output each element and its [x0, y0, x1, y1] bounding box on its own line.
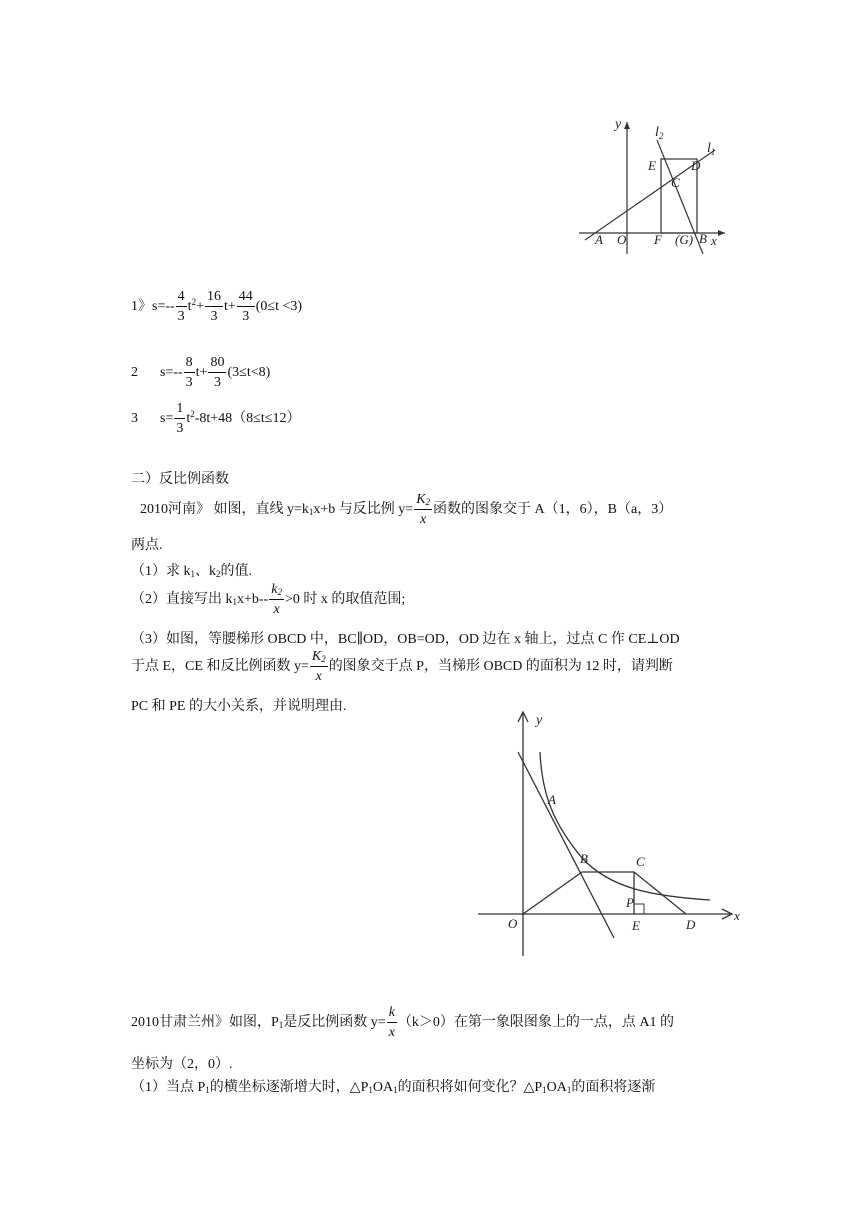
answer-line-2 — [131, 356, 270, 390]
fig2-label-E: E — [632, 918, 640, 933]
problem-1-sub-1: 1 — [308, 507, 314, 518]
p2q1-sub-5: 1 — [566, 1085, 572, 1095]
problem-1-line-1 — [140, 493, 672, 527]
problem-1-text-b: x+b 与反比例 y= — [313, 502, 414, 518]
problem-2-sub-1: 1 — [278, 1020, 284, 1031]
p2q1-text-b: 的横坐标逐渐增大时，△P — [209, 1080, 369, 1095]
question-1-text-c: 的值. — [220, 564, 252, 579]
problem-1-text-c: 函数的图象交于 A（1，6），B（a，3） — [433, 502, 673, 518]
answer-3-square: 2 — [190, 409, 195, 420]
problem-2-text-a: 2010甘肃兰州》如图，P — [131, 1015, 279, 1031]
fig2-label-P: P — [626, 895, 634, 910]
fig2-label-C: C — [636, 854, 645, 869]
p2q1-text-c: OA — [372, 1080, 394, 1095]
problem-2-line-1 — [131, 1006, 674, 1040]
p2q1-sub-4: 1 — [542, 1085, 547, 1095]
answer-2-range: (3≤t<8) — [227, 365, 271, 381]
question-1-text-b: 、k — [195, 564, 216, 579]
problem-2-line-2: 坐标为（2，0）. — [131, 1057, 233, 1072]
answer-3-label: 3 — [131, 411, 138, 427]
fig1-label-G: (G) — [675, 232, 694, 247]
problem-1-line-2: 两点. — [131, 538, 163, 553]
answer-1-frac-2: $\frac{16}{3}$ — [206, 289, 221, 324]
fig1-label-O: O — [617, 232, 627, 247]
fig2-label-x: x — [734, 908, 740, 923]
problem-2-text-b: 是反比例函数 y= — [283, 1015, 386, 1031]
answer-2-s: s=-- — [160, 365, 183, 381]
section-heading: 二）反比例函数 — [131, 472, 229, 487]
fig1-label-B: B — [699, 231, 707, 246]
fig1-label-E: E — [648, 158, 656, 173]
question-2-sub-1: 1 — [232, 597, 237, 608]
answer-1-label: 1》s=-- — [131, 299, 175, 315]
problem-2-question-1 — [131, 1076, 655, 1096]
fig1-label-x: x — [711, 233, 717, 248]
fig1-label-A: A — [595, 232, 603, 247]
answer-line-1 — [131, 290, 302, 324]
fig2-label-A: A — [548, 792, 556, 807]
question-2-text-c: >0 时 x 的取值范围; — [284, 592, 406, 608]
question-2 — [131, 583, 405, 617]
answer-3-t: t — [186, 411, 191, 427]
question-3-frac: $\frac{K_2}{x}$ — [311, 649, 326, 684]
fig1-label-l1: $l_1$ — [707, 141, 716, 157]
answer-1-range: (0≤t <3) — [255, 299, 303, 315]
question-3-line-2 — [131, 650, 673, 684]
question-3-text-a: 于点 E，CE 和反比例函数 y= — [131, 659, 309, 675]
p2q1-text-f: 的面积将逐渐 — [571, 1080, 656, 1095]
question-1-text-a: （1）求 k — [131, 564, 191, 579]
answer-2-label: 2 — [131, 365, 138, 381]
answer-2-frac-2: $\frac{80}{3}$ — [210, 355, 225, 390]
figure-trapezoid-hyperbola — [470, 706, 750, 961]
fig1-label-l2: $l_2$ — [655, 125, 664, 141]
answer-1-plus: + — [196, 299, 204, 315]
answer-1-square: 2 — [191, 297, 197, 308]
question-3-line-3: PC 和 PE 的大小关系，并说明理由. — [131, 699, 347, 714]
fig2-label-D: D — [686, 917, 696, 932]
question-1-sub-1: 1 — [190, 569, 195, 579]
fig1-label-C: C — [671, 175, 680, 190]
p2q1-text-a: （1）当点 P — [131, 1080, 206, 1095]
fig1-label-y: y — [615, 117, 622, 132]
answer-1-t-plus: t+ — [223, 299, 236, 315]
figure-lines-rectangle — [575, 112, 735, 257]
question-3-text-b: 的图象交于点 P，当梯形 OBCD 的面积为 12 时，请判断 — [328, 659, 673, 675]
fig1-label-F: F — [654, 232, 662, 247]
fig1-label-D: D — [691, 158, 701, 173]
answer-2-t-plus: t+ — [195, 365, 208, 381]
answer-1-t: t — [187, 299, 192, 315]
answer-line-3 — [131, 402, 300, 436]
p2q1-sub-1: 1 — [205, 1085, 210, 1095]
problem-2-text-c: （k＞0）在第一象限图象上的一点，点 A1 的 — [397, 1015, 675, 1031]
answer-3-rest: -8t+48（8≤t≤12） — [194, 411, 301, 427]
question-3-line-1: （3）如图，等腰梯形 OBCD 中，BC∥OD，OB=OD，OD 边在 x 轴上，过点 C 作 CE⊥OD — [131, 632, 680, 647]
question-2-text-a: （2）直接写出 k — [131, 592, 233, 608]
question-2-text-b: x+b-- — [237, 592, 269, 608]
fig2-label-y: y — [536, 713, 543, 728]
fig2-label-B: B — [580, 851, 588, 866]
question-1 — [131, 560, 252, 580]
p2q1-sub-3: 1 — [393, 1085, 398, 1095]
question-1-sub-2: 2 — [216, 569, 221, 579]
problem-1-frac: $\frac{K_2}{x}$ — [416, 492, 431, 527]
answer-1-frac-3: $\frac{44}{3}$ — [238, 289, 253, 324]
fig2-label-O: O — [508, 916, 518, 931]
p2q1-text-e: OA — [546, 1080, 567, 1095]
answer-3-frac-1: $\frac{1}{3}$ — [176, 401, 184, 436]
question-2-frac: $\frac{k_2}{x}$ — [271, 582, 282, 617]
p2q1-sub-2: 1 — [368, 1085, 373, 1095]
p2q1-text-d: 的面积将如何变化？△P — [397, 1080, 543, 1095]
answer-3-s: s= — [160, 411, 174, 427]
answer-2-frac-1: $\frac{8}{3}$ — [185, 355, 193, 390]
answer-1-frac-1: $\frac{4}{3}$ — [177, 289, 185, 324]
problem-1-text-a: 2010河南》 如图，直线 y=k — [140, 502, 309, 518]
problem-2-frac: $\frac{k}{x}$ — [388, 1005, 395, 1040]
